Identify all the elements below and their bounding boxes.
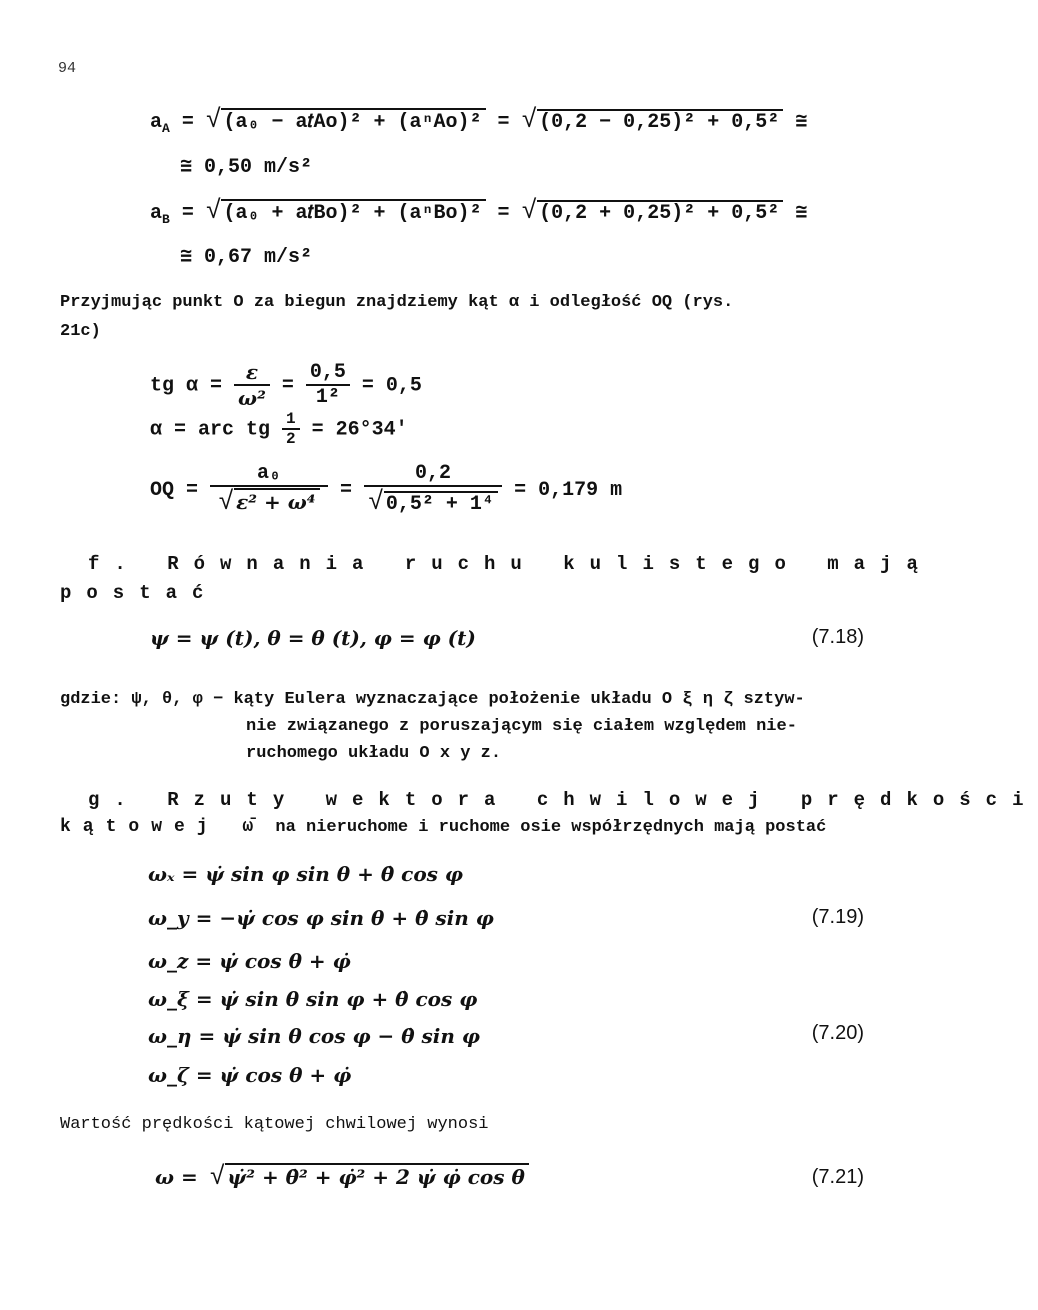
equation-euler-motion: ψ = ψ (t), θ = θ (t), φ = φ (t) [150, 626, 476, 650]
equation-number-7-20: (7.20) [811, 1022, 864, 1044]
aB-lhs: $a_B$ [150, 202, 170, 227]
equation-omega-eta: ω_η = ψ̇ sin θ cos φ − θ̇ sin φ [148, 1024, 481, 1048]
equation-aA: $a_A$ = √ (a₀ − a𝑡Ao)² + (aⁿAo)² = √ (0,2 − 0,25)² + 0,5² ≅ [150, 105, 808, 136]
aA-numeric-radicand: (0,2 − 0,25)² + 0,5² [537, 109, 783, 134]
final-text: Wartość prędkości kątowej chwilowej wynosi [60, 1115, 489, 1134]
aA-lhs: $a_A$ [150, 111, 170, 136]
where-label: gdzie: ψ, θ, φ − [60, 690, 224, 709]
equation-OQ: OQ = $\frac{\text{a₀}}{\text{√ ε² + ω⁴}}$ = $\frac{0,2}{\text{√ 0,5² + 1⁴}}$ = 0,179 m [150, 462, 623, 517]
equation-omega-z: ω_z = ψ̇ cos θ + φ̇ [148, 949, 351, 973]
omega-radicand: ψ̇² + θ̇² + φ̇² + 2 ψ̇ φ̇ cos θ [225, 1163, 528, 1189]
equation-aB: $a_B$ = √ (a₀ + a𝑡Bo)² + (aⁿBo)² = √ (0,2 + 0,25)² + 0,5² ≅ [150, 196, 808, 227]
aB-numeric-radicand: (0,2 + 0,25)² + 0,5² [537, 200, 783, 225]
equation-aB-result: ≅ 0,67 m/s² [180, 246, 313, 269]
equation-tg-alpha: tg α = $\frac{\varepsilon}{\text{ω²}}$ = $\frac{0,5}{\text{1²}}$ = 0,5 [150, 360, 422, 410]
equation-aA-result: ≅ 0,50 m/s² [180, 156, 313, 179]
equation-omega-zeta: ω_ζ = ψ̇ cos θ + φ̇ [148, 1063, 352, 1087]
paragraph-line-1: Przyjmując punkt O za biegun znajdziemy kąt α i odległość OQ (rys. [60, 293, 734, 312]
aA-radicand: (a₀ − a𝑡Ao)² + (aⁿAo)² [221, 108, 485, 134]
page-number: 94 [58, 60, 77, 77]
equation-omega-magnitude: ω = √ ψ̇² + θ̇² + φ̇² + 2 ψ̇ φ̇ cos θ [155, 1162, 529, 1192]
equation-omega-x: ωₓ = ψ̇ sin φ sin θ + θ̇ cos φ [148, 862, 463, 886]
equation-number-7-18: (7.18) [811, 626, 864, 648]
equation-number-7-21: (7.21) [811, 1166, 864, 1188]
section-g-heading: g. Rzuty wektora chwilowej prędkości [88, 789, 1038, 811]
where-line-1: kąty Eulera wyznaczające położenie układu O ξ η ζ sztyw- [233, 690, 805, 709]
equation-alpha: α = arc tg $\frac{1}{2}$ = 26°34′ [150, 410, 408, 448]
where-line-2: nie związanego z poruszającym się ciałem względem nie- [246, 717, 797, 736]
where-line-3: ruchomego układu O x y z. [246, 744, 502, 763]
equation-number-7-19: (7.19) [811, 906, 864, 928]
section-f-heading-2: postać [60, 582, 219, 604]
section-g-heading-2: kątowej ω̄ na nieruchome i ruchome osie współrzędnych mają postać [60, 817, 827, 837]
equation-omega-xi: ω_ξ = ψ̇ sin θ sin φ + θ̇ cos φ [148, 987, 478, 1011]
aB-radicand: (a₀ + a𝑡Bo)² + (aⁿBo)² [221, 199, 485, 225]
section-f-heading: f. Równania ruchu kulistego mają [88, 553, 933, 575]
where-comment [60, 686, 805, 767]
equation-omega-y: ω_y = −ψ̇ cos φ sin θ + θ̇ sin φ [148, 906, 494, 930]
paragraph-line-2: 21c) [60, 322, 101, 341]
